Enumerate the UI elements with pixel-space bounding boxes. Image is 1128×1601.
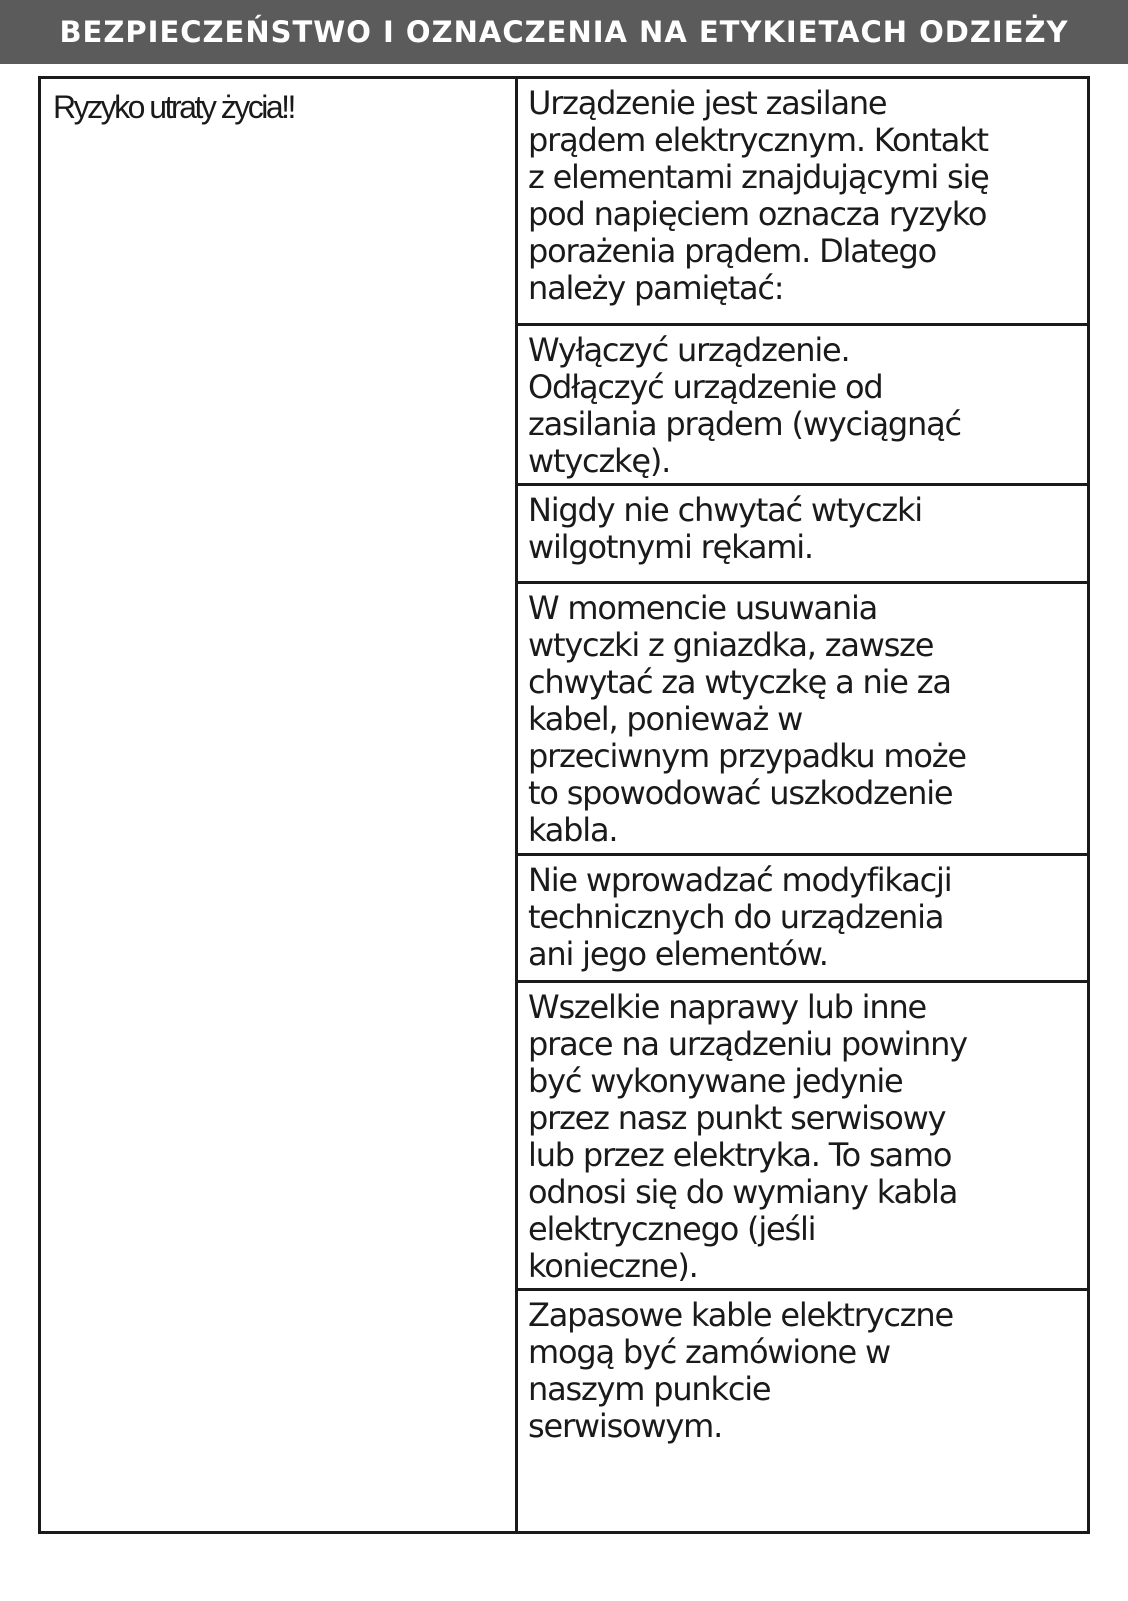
- row-text: Wszelkie naprawy lub inne prace na urządzeniu powinny być wykonywane jedynie przez nasz punkt serwisowy lub przez elektryka. To samo odnosi się do wymiany kabla elektrycznego (jeśli konieczne).: [528, 988, 967, 1285]
- row-text: W momencie usuwania wtyczki z gniazdka, zawsze chwytać za wtyczkę a nie za kabel, ponieważ w przeciwnym przypadku może to spowodować uszkodzenie kabla.: [528, 589, 966, 849]
- table-row: [518, 856, 1087, 983]
- section-title: BEZPIECZEŃSTWO I OZNACZENIA NA ETYKIETACH ODZIEŻY: [59, 15, 1069, 49]
- table-right-column: [518, 79, 1087, 1531]
- safety-table: [38, 76, 1090, 1534]
- risk-label: Ryzyko utraty życia!!: [53, 89, 294, 125]
- section-header-bar: [0, 0, 1128, 64]
- table-row: [518, 326, 1087, 486]
- row-text: Urządzenie jest zasilane prądem elektrycznym. Kontakt z elementami znajdującymi się pod napięciem oznacza ryzyko porażenia prądem. Dlatego należy pamiętać:: [528, 84, 989, 307]
- table-row: [518, 584, 1087, 856]
- table-left-column: [41, 79, 518, 1531]
- row-text: Zapasowe kable elektryczne mogą być zamówione w naszym punkcie serwisowym.: [528, 1296, 953, 1445]
- table-row: [518, 1291, 1087, 1531]
- row-text: Nie wprowadzać modyfikacji technicznych do urządzenia ani jego elementów.: [528, 861, 952, 973]
- row-text: Nigdy nie chwytać wtyczki wilgotnymi rękami.: [528, 491, 922, 566]
- table-row: [518, 486, 1087, 584]
- row-text: Wyłączyć urządzenie. Odłączyć urządzenie od zasilania prądem (wyciągnąć wtyczkę).: [528, 331, 961, 480]
- table-row: [518, 983, 1087, 1291]
- table-row: [518, 79, 1087, 326]
